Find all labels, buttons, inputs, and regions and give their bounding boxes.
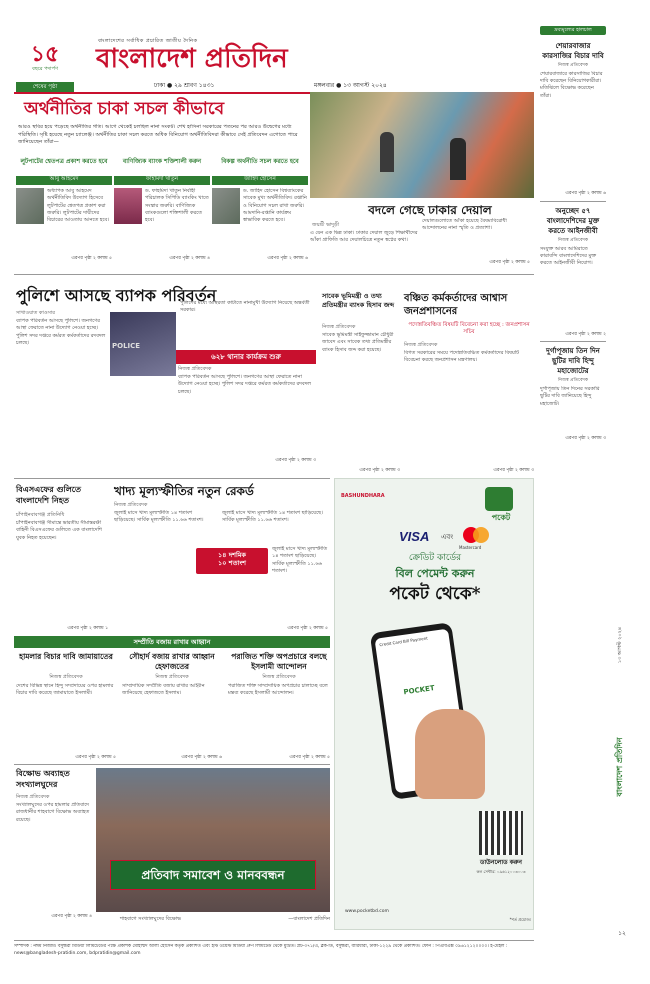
badge-text: ৬২৮ থানার কার্যক্রম শুরু bbox=[211, 353, 281, 361]
photo-credit: —বাংলাদেশ প্রতিদিন bbox=[288, 916, 330, 922]
inflation-text-3: জুলাই মাসে খাদ্য মূল্যস্ফীতি ১৪ শতাংশ ছাড়িয়েছে। সার্বিক মূল্যস্ফীতি ১১.৬৬ শতাংশ। bbox=[272, 546, 328, 574]
police-photo-label: POLICE bbox=[112, 342, 141, 350]
ad-line-2: বিল পেমেন্ট করুন bbox=[395, 567, 475, 580]
story-title: দুর্গাপূজায় তিন দিন ছুটির দাবি হিন্দু মহাজোটের bbox=[546, 347, 600, 376]
continued-label: এরপর পৃষ্ঠা ২ কলাম ৬ bbox=[181, 754, 222, 760]
pocket-logo-text: পকেট bbox=[491, 513, 511, 522]
anniversary-logo bbox=[16, 42, 74, 80]
mural-text-2: দেয়ালগুলোতে আঁকা হয়েছে বৈষম্যবিরোধী আন্দোলনের নানা স্মৃতি ও প্রত্যাশা। bbox=[422, 218, 507, 232]
story-byline: নিজস্ব প্রতিবেদক bbox=[155, 674, 189, 680]
stat-line-2: ১০ শতাংশ bbox=[218, 559, 246, 568]
story-title: অনুচ্ছেদ ৫৭ বাংলাদেশিদের মুক্ত করতে আইনজীবী bbox=[546, 206, 600, 235]
column-title: লুটপাটের শ্বেতপত্র প্রকাশ করতে হবে bbox=[20, 158, 108, 165]
column-title: বিকল্প অর্থনীতি সচল করতে হবে bbox=[221, 158, 299, 165]
sidebar-rule bbox=[540, 341, 606, 342]
mural-headline: বদলে গেছে ঢাকার দেয়াল bbox=[368, 203, 492, 217]
continued-label: এরপর পৃষ্ঠা ২ কলাম ৫ bbox=[489, 260, 530, 265]
minister-text: সাবেক ভূমিমন্ত্রী সাইফুজ্জামান চৌধুরী জাবেদ এবং সাবেক তথ্য প্রতিমন্ত্রীর ব্যাংক হিসাব জব্দ করা হয়েছে। bbox=[322, 332, 394, 353]
column-author: জাহিদ হোসেন bbox=[212, 176, 308, 185]
imprint: সম্পাদক : নঈম নিজাম। বসুন্ধরা মিডিয়া লিমিটেডের পক্ষে প্রকাশক মোহাম্মদ আলী হোসেন কর্তৃক প্রকাশিত এবং ইস্ট ওয়েস্ট মিডিয়া গ্রুপ লিমিটেড থেকে মুদ্রিত। প্লট-৩৭১/এ, ব্লক-ডি, বসুন্ধরা, বারিধারা, ঢাকা-১২২৯ থেকে প্রকাশিত। ফোন : পিএবিএক্স ০৯৬১২১২০০০০। ই-মেইল : news@bangladesh-pratidin.com, bdpratidin@gmail.com bbox=[14, 944, 508, 956]
story-title: সৌহার্দ বজায় রাখার আহ্বান হেফাজতের bbox=[129, 652, 215, 671]
newspaper-name: বাংলাদেশ প্রতিদিন bbox=[96, 44, 288, 74]
mural-byline: জয়শ্রী ভাদুড়ী bbox=[312, 222, 340, 228]
story-text: শেয়ারবাজারে কারসাজির বিচার দাবি করেছেন বিনিয়োগকারীরা। মতিঝিলে বিক্ষোভ করেছেন তাঁরা। bbox=[540, 70, 603, 99]
workers-subhead: পদোন্নতিবঞ্চিত বিষয়টি বিবেচনা করা হচ্ছে : জনপ্রশাসন সচিব bbox=[408, 322, 530, 336]
continued-label: এরপর পৃষ্ঠা ২ কলাম ৫ bbox=[289, 754, 330, 760]
inflation-byline: নিজস্ব প্রতিবেদক bbox=[114, 502, 148, 508]
police-headline: পুলিশে আসছে ব্যাপক পরিবর্তন bbox=[16, 286, 217, 305]
bsf-headline: বিএসএফের গুলিতে বাংলাদেশি নিহত bbox=[16, 484, 82, 505]
hotline: কল সেন্টার: ০৯৬১২০০৩০০৩ bbox=[476, 869, 526, 874]
sidebar bbox=[540, 26, 606, 466]
police-photo bbox=[110, 312, 176, 376]
story-byline: নিজস্ব প্রতিবেদক bbox=[557, 378, 589, 384]
anniversary-number: ১৫ bbox=[30, 41, 60, 67]
continued-label: এরপর পৃষ্ঠা ২ কলাম ৩ bbox=[493, 468, 534, 473]
mastercard-logo bbox=[463, 527, 491, 545]
continued-label: এরপর পৃষ্ঠা ২ কলাম ৪ bbox=[51, 914, 92, 919]
protest-banner bbox=[110, 860, 316, 890]
continued-label: এরপর পৃষ্ঠা ২ কলাম ১ bbox=[67, 626, 108, 631]
sidebar-story-3 bbox=[540, 346, 606, 442]
badge-byline: নিজস্ব প্রতিবেদক bbox=[178, 366, 212, 372]
unity-banner: সম্প্রীতি বজায় রাখার আহ্বান bbox=[14, 636, 330, 648]
story-title: পরাজিত শক্তি অপপ্রচারে বলছে ইসলামী আন্দোলন bbox=[231, 652, 327, 671]
police-byline: সাখাওয়াত কাওসার bbox=[16, 310, 56, 316]
photo-caption: শাহবাগে সংখ্যালঘুদের বিক্ষোভ bbox=[120, 916, 182, 922]
lead-headline: অর্থনীতির চাকা সচল কীভাবে bbox=[24, 99, 225, 119]
unity-story-2 bbox=[122, 652, 222, 762]
continued-label: এরপর পৃষ্ঠা ২ কলাম ৩ bbox=[359, 468, 400, 473]
police-badge bbox=[176, 350, 316, 364]
spine-date: ১৩ আগস্ট ২০২৪ bbox=[617, 626, 623, 664]
column-text: ড. ফাহমিদা খাতুন নির্বাহী পরিচালক সিপিডি ব্যাংকিং খাতে সংস্কার জরুরি। বাণিজ্যিক ব্যাংকগুলো শক্তিশালী করতে হবে। bbox=[145, 188, 209, 223]
workers-text: বিগত সরকারের সময়ে পদোন্নতিবঞ্চিত কর্মকর্তাদের বিষয়টি বিবেচনা করছে জনপ্রশাসন মন্ত্রণালয়। bbox=[404, 350, 520, 364]
author-photo bbox=[16, 188, 44, 224]
phone-screen-title: Credit Card Bill Payment bbox=[379, 635, 429, 648]
anniversary-subtitle: বছরে পদার্পণ bbox=[31, 66, 59, 72]
workers-byline: নিজস্ব প্রতিবেদক bbox=[404, 342, 438, 348]
masthead bbox=[14, 38, 534, 92]
section-rule bbox=[14, 764, 330, 765]
section-rule bbox=[14, 478, 330, 479]
column-text: অধ্যাপক আবু আহমেদ অর্থনীতিবিদ উদ্যোগ হিসেবে লুটপাটের শ্বেতপত্র প্রকাশ করা জরুরি। লুটপাটের দায়ীদের বিচারের আওতায় আনতে হবে। bbox=[47, 188, 110, 223]
page-label: শেষের পৃষ্ঠা bbox=[16, 82, 74, 92]
inflation-text-2: জুলাই মাসে খাদ্য মূল্যস্ফীতি ১৪ শতাংশ ছাড়িয়েছে। সার্বিক মূল্যস্ফীতি ১১.৬৬ শতাংশ। bbox=[222, 510, 323, 524]
continued-label: এরপর পৃষ্ঠা ২ কলাম ৫ bbox=[75, 754, 116, 760]
column-author: ফাহমিদা খাতুন bbox=[114, 176, 210, 185]
story-text: সংযুক্ত আরব আমিরাতে কারাবন্দি বাংলাদেশিদের মুক্ত করতে আইনজীবী নিয়োগ। bbox=[540, 245, 597, 267]
download-label: ডাউনলোড করুন bbox=[480, 859, 522, 866]
sidebar-story-2 bbox=[540, 206, 606, 338]
pocket-ad bbox=[334, 478, 534, 930]
story-title: হামলার বিচার দাবি জামায়াতের bbox=[19, 652, 113, 661]
continued-label: এরপর পৃষ্ঠা ২ কলাম ৫ bbox=[287, 626, 328, 631]
continued-label: এরপর পৃষ্ঠা ২ কলাম ৫ bbox=[71, 256, 112, 261]
sidebar-story-1 bbox=[540, 41, 606, 197]
column-author: আবু আহমেদ bbox=[16, 176, 112, 185]
bsf-byline: চাঁপাইনবাবগঞ্জ প্রতিনিধি bbox=[16, 512, 65, 518]
painter-1 bbox=[380, 132, 394, 172]
police-text-2: পুলিশের মধ্যে অস্থিরতা কাটাতে নানামুখী উদ্যোগ নিয়েছে অন্তর্বর্তী সরকার। bbox=[180, 300, 310, 314]
mastercard-label: Mastercard bbox=[459, 545, 482, 550]
story-title: শেয়ারবাজার কারসাজির বিচার দাবি bbox=[542, 42, 604, 60]
workers-headline: বঞ্চিত কর্মকর্তাদের আশ্বাস জনপ্রশাসনের bbox=[404, 293, 508, 317]
painter-2 bbox=[450, 138, 466, 180]
footer-rule bbox=[14, 940, 534, 941]
column-title: বাণিজ্যিক ব্যাংক শক্তিশালী করুন bbox=[122, 158, 202, 165]
mastercard-circle-orange bbox=[473, 527, 489, 543]
spine-name: বাংলাদেশ প্রতিদিন bbox=[615, 737, 624, 797]
protest-photo bbox=[96, 768, 330, 912]
story-byline: নিজস্ব প্রতিবেদক bbox=[262, 674, 296, 680]
lead-intro: আরও স্থবির হয়ে পড়েছে অর্থনীতির গতি। আগে থেকেই চলছিল নানা সংকট। শেখ হাসিনা সরকারের পতনের পর আরও উদ্বেগের মধ্যে পরিস্থিতি। সৃষ্টি হয়েছে নতুন চ্যালেঞ্জ। অর্থনীতির চাকা সচল করতে অধিক বিনিয়োগ অর্থনীতিবিদরা কীভাবে সেই প্রতিবেদন এগোতে পারে জানিয়েছেন তাঁরা— bbox=[18, 124, 298, 146]
protest-banner-text: প্রতিবাদ সমাবেশ ও মানববন্ধন bbox=[141, 868, 285, 882]
spine-page: ১২ bbox=[618, 930, 626, 937]
ad-brand: BASHUNDHARA bbox=[341, 493, 385, 499]
continued-label: এরপর পৃষ্ঠা ২ কলাম ২ bbox=[565, 331, 606, 337]
story-text: পরাজিত শক্তি সাম্প্রদায়িক অপপ্রচার চালাচ্ছে বলে মন্তব্য করেছে ইসলামী আন্দোলন। bbox=[228, 682, 328, 696]
badge-text-body: ব্যাপক পরিবর্তন আসছে পুলিশে। জনগণের আস্থা ফেরাতে নানা উদ্যোগ নেওয়া হচ্ছে। পুলিশ সদর দপ্তরে কর্মরত কর্মকর্তাদের রদবদল চলছে। bbox=[178, 374, 312, 395]
lead-column-2 bbox=[114, 158, 210, 270]
hand bbox=[415, 709, 485, 799]
qr-code bbox=[479, 811, 523, 855]
stat-line-1: ১৪ দশমিক bbox=[218, 551, 246, 559]
visa-logo: VISA bbox=[399, 529, 430, 544]
inflation-stat-box bbox=[196, 548, 268, 574]
date: মঙ্গলবার ● ১৩ আগস্ট ২০২৪ bbox=[314, 82, 387, 89]
mural-text: এ যেন এক ভিন্ন ঢাকা। ঢাকার দেয়াল জুড়ে শিক্ষার্থীদের আঁকা গ্রাফিতি আর দেয়ালচিত্রে নতুন স্বপ্নের কথা। bbox=[310, 230, 418, 244]
ad-line-1: ক্রেডিট কার্ডের bbox=[408, 553, 462, 563]
ad-line-3: পকেট থেকে* bbox=[389, 584, 481, 604]
continued-label: এরপর পৃষ্ঠা ২ কলাম ৩ bbox=[565, 436, 606, 442]
section-rule bbox=[14, 274, 534, 275]
author-photo bbox=[114, 188, 142, 224]
continued-label: এরপর পৃষ্ঠা ২ কলাম ৬ bbox=[565, 190, 606, 196]
story-text: দুর্গাপূজায় তিন দিনের সরকারি ছুটির দাবি জানিয়েছে হিন্দু মহাজোট। bbox=[540, 386, 600, 407]
dateline: ঢাকা ● ২৯ শ্রাবণ ১৪৩১ bbox=[154, 82, 215, 89]
minister-headline: সাবেক ভূমিমন্ত্রী ও তথ্য প্রতিমন্ত্রীর ব্যাংক হিসাব জব্দ bbox=[322, 292, 395, 309]
unity-story-1 bbox=[16, 652, 116, 762]
tagline: বাংলাদেশের সর্বাধিক প্রচারিত জাতীয় দৈনিক bbox=[98, 38, 198, 44]
minority-text: সংখ্যালঘুদের ওপর হামলার প্রতিবাদে রাজধানীর শাহবাগে বিক্ষোভ অব্যাহত রয়েছে। bbox=[16, 802, 90, 823]
police-text: ব্যাপক পরিবর্তন আসছে পুলিশে। জনগণের আস্থা ফেরাতে নানা উদ্যোগ নেওয়া হচ্ছে। পুলিশ সদর দপ্তরে কর্মরত কর্মকর্তাদের রদবদল চলছে। bbox=[16, 318, 106, 346]
lead-column-3 bbox=[212, 158, 308, 270]
continued-label: এরপর পৃষ্ঠা ২ কলাম ৬ bbox=[267, 256, 308, 261]
bsf-text: চাঁপাইনবাবগঞ্জ সীমান্তে ভারতীয় সীমান্তরক্ষী বাহিনী বিএসএফের গুলিতে এক বাংলাদেশি যুবক নিহত হয়েছেন। bbox=[16, 520, 102, 541]
story-text: দেশের বিভিন্ন স্থানে হিন্দু সম্প্রদায়ের ওপর হামলার বিচার দাবি করেছে জামায়াতে ইসলামী। bbox=[16, 682, 114, 696]
story-text: সাম্প্রদায়িক সম্প্রীতি বজায় রাখার আহ্বান জানিয়েছে হেফাজতে ইসলাম। bbox=[122, 682, 205, 696]
sidebar-rule bbox=[540, 201, 606, 202]
minority-headline: বিক্ষোভ অব্যাহত সংখ্যালঘুদের bbox=[16, 768, 70, 789]
pocket-logo bbox=[485, 487, 513, 511]
lead-column-1 bbox=[16, 158, 112, 270]
story-byline: নিজস্ব প্রতিবেদক bbox=[557, 63, 589, 68]
inflation-text: জুলাই মাসে খাদ্য মূল্যস্ফীতি ১৪ শতাংশ ছাড়িয়েছে। সার্বিক মূল্যস্ফীতি ১১.৬৬ শতাংশ। bbox=[114, 510, 204, 524]
story-byline: নিজস্ব প্রতিবেদক bbox=[49, 674, 83, 680]
continued-label: এরপর পৃষ্ঠা ২ কলাম ৩ bbox=[275, 458, 316, 463]
mural-photo bbox=[310, 92, 534, 198]
author-photo bbox=[212, 188, 240, 224]
column-text: ড. জাহিদ হোসেন বিশ্বব্যাংকের সাবেক মুখ্য অর্থনীতিবিদ। রপ্তানি ও বিনিয়োগ সচল রাখা জরুরি। আমদানি-রপ্তানি কার্যক্রম স্বাভাবিক করতে হবে। bbox=[243, 188, 307, 223]
and-text: এবং bbox=[441, 533, 454, 541]
inflation-headline: খাদ্য মূল্যস্ফীতির নতুন রেকর্ড bbox=[114, 484, 254, 498]
phone-screen-brand: POCKET bbox=[403, 684, 436, 697]
story-byline: নিজস্ব প্রতিবেদক bbox=[557, 237, 589, 243]
spine bbox=[612, 600, 632, 960]
tnc: *শর্ত প্রযোজ্য bbox=[509, 917, 531, 922]
unity-story-3 bbox=[228, 652, 330, 762]
website: www.pocketbd.com bbox=[345, 909, 389, 914]
minority-byline: নিজস্ব প্রতিবেদক bbox=[16, 794, 50, 800]
sidebar-label: দ্রব্যমূল্যের হালচাল bbox=[540, 26, 606, 35]
continued-label: এরপর পৃষ্ঠা ২ কলাম ৪ bbox=[169, 256, 210, 261]
minister-byline: নিজস্ব প্রতিবেদক bbox=[322, 324, 356, 330]
